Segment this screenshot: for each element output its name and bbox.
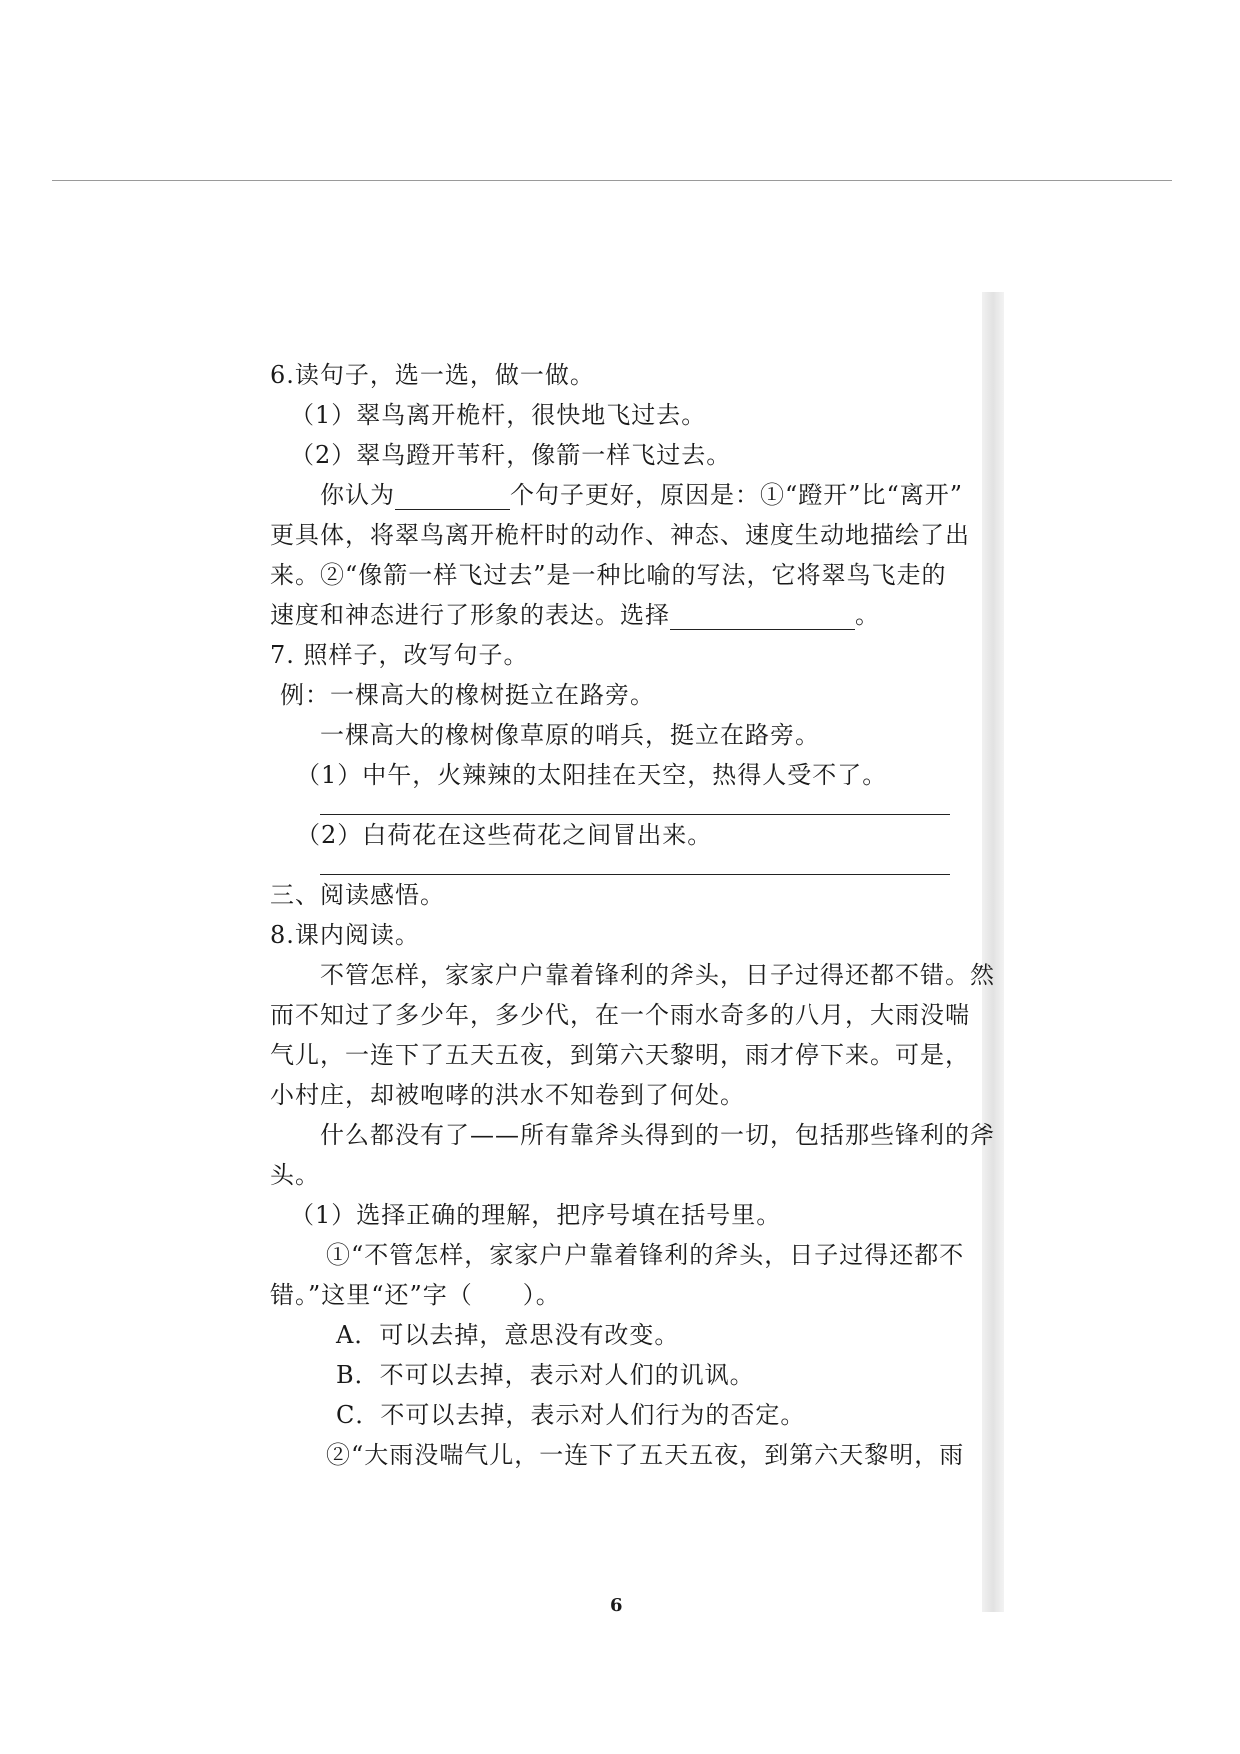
top-border-line xyxy=(52,180,1172,181)
q6-reason-line-2: 来。②“像箭一样飞过去”是一种比喻的写法，它将翠鸟飞走的 xyxy=(270,561,947,589)
q7-example-original: 例：一棵高大的橡树挺立在路旁。 xyxy=(280,681,655,709)
q8-sub1-q2-line-1: ②“大雨没喘气儿，一连下了五天五夜，到第六天黎明，雨 xyxy=(326,1441,965,1469)
q6-select-line xyxy=(270,600,880,630)
q6-sentence-2: （2）翠鸟蹬开苇秆，像箭一样飞过去。 xyxy=(290,441,732,469)
q8-passage-line: 气儿，一连下了五天五夜，到第六天黎明，雨才停下来。可是， xyxy=(270,1041,970,1069)
q6-sentence-1: （1）翠鸟离开桅杆，很快地飞过去。 xyxy=(290,401,707,429)
q6-select-suffix: 。 xyxy=(855,601,880,629)
q8-passage-line: 头。 xyxy=(270,1161,320,1189)
section-3-title: 三、阅读感悟。 xyxy=(270,881,445,909)
q8-option-c[interactable]: C．不可以去掉，表示对人们行为的否定。 xyxy=(336,1401,806,1429)
q7-item-2-answer-line[interactable] xyxy=(320,874,950,875)
q7-item-1: （1）中午，火辣辣的太阳挂在天空，热得人受不了。 xyxy=(296,761,888,789)
q6-answer-suffix: 个句子更好，原因是：①“蹬开”比“离开” xyxy=(510,481,964,509)
q8-sub1-q1-line-2: 错。”这里“还”字（ ）。 xyxy=(270,1281,561,1309)
q8-passage-line: 不管怎样，家家户户靠着锋利的斧头，日子过得还都不错。然 xyxy=(320,961,995,989)
q8-sub1-q1-line-1: ①“不管怎样，家家户户靠着锋利的斧头，日子过得还都不 xyxy=(326,1241,965,1269)
q7-item-1-answer-line[interactable] xyxy=(320,814,950,815)
q6-title: 6.读句子，选一选，做一做。 xyxy=(270,361,595,389)
q7-example-rewritten: 一棵高大的橡树像草原的哨兵，挺立在路旁。 xyxy=(320,721,820,749)
q8-option-b[interactable]: B．不可以去掉，表示对人们的讥讽。 xyxy=(336,1361,755,1389)
q7-title: 7. 照样子，改写句子。 xyxy=(270,641,529,669)
q8-passage-line: 而不知过了多少年，多少代，在一个雨水奇多的八月，大雨没喘 xyxy=(270,1001,970,1029)
page-number: 6 xyxy=(610,1595,623,1616)
q6-select-prefix: 速度和神态进行了形象的表达。选择 xyxy=(270,601,670,629)
q6-reason-line-1: 更具体，将翠鸟离开桅杆时的动作、神态、速度生动地描绘了出 xyxy=(270,521,970,549)
q8-option-a[interactable]: A．可以去掉，意思没有改变。 xyxy=(336,1321,680,1349)
q6-choice-blank[interactable] xyxy=(395,483,510,510)
q8-passage-line: 什么都没有了——所有靠斧头得到的一切，包括那些锋利的斧 xyxy=(320,1121,995,1149)
page-edge-shadow xyxy=(982,292,1004,1612)
q8-passage-line: 小村庄，却被咆哮的洪水不知卷到了何处。 xyxy=(270,1081,745,1109)
q8-title: 8.课内阅读。 xyxy=(270,921,420,949)
q6-answer-prefix: 你认为 xyxy=(320,481,395,509)
q7-item-2: （2）白荷花在这些荷花之间冒出来。 xyxy=(296,821,713,849)
q8-sub1-title: （1）选择正确的理解，把序号填在括号里。 xyxy=(290,1201,782,1229)
q6-answer-line xyxy=(320,480,963,510)
q6-select-blank[interactable] xyxy=(670,603,855,630)
